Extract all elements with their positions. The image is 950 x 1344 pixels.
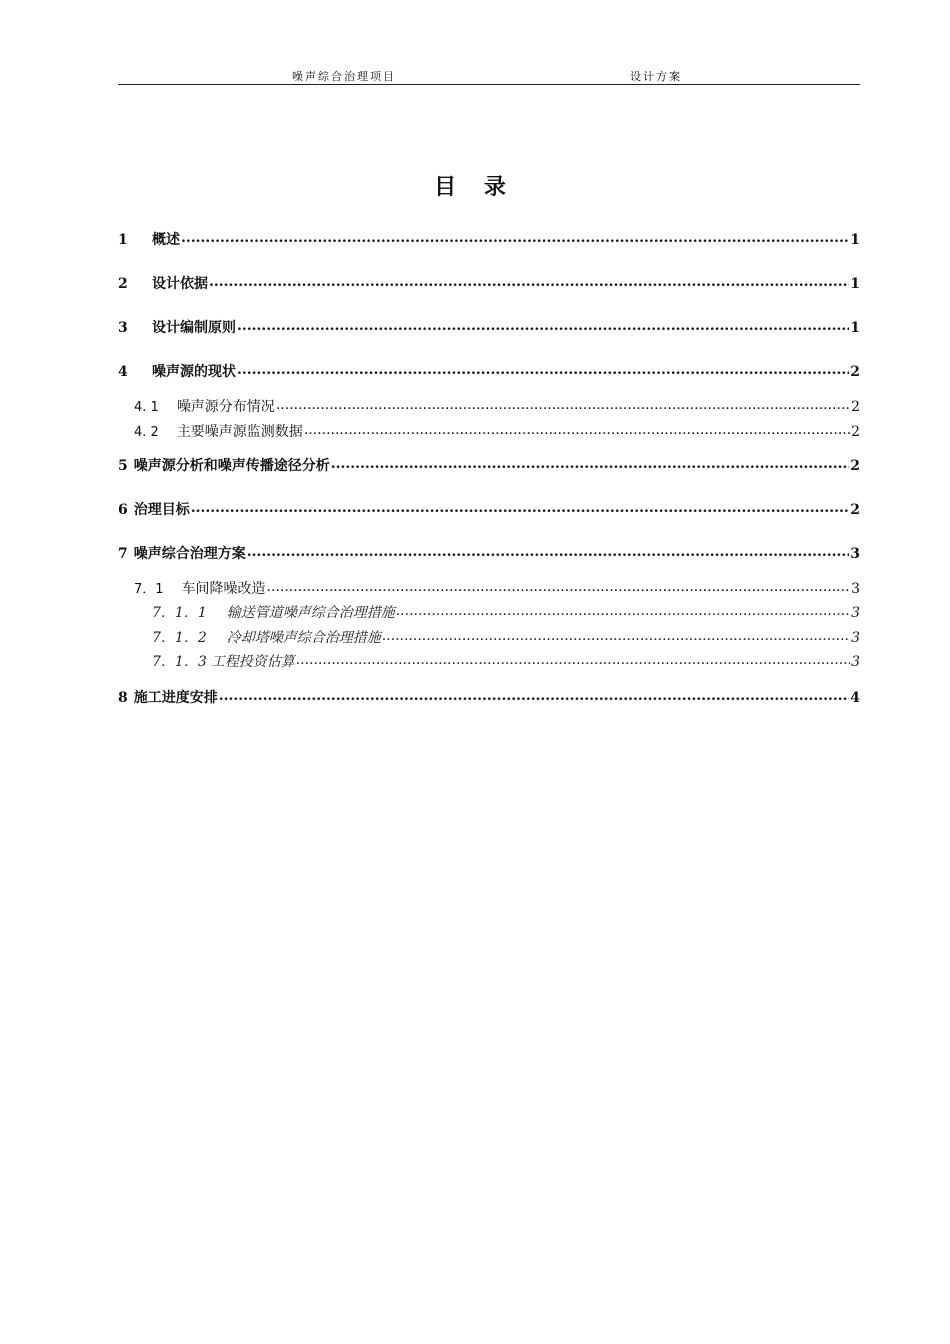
toc-entry-number: 8: [118, 690, 128, 706]
toc-entry[interactable]: [118, 396, 860, 416]
toc-entry-page: 3: [850, 546, 860, 562]
toc-entry[interactable]: [118, 543, 860, 563]
toc-entry-label: 治理目标: [133, 502, 190, 518]
toc-entry-label: 冷却塔噪声综合治理措施: [226, 630, 381, 646]
toc-entry-label: 车间降噪改造: [181, 581, 266, 597]
dot-leader: [237, 318, 849, 332]
header-document-type: 设计方案: [630, 70, 682, 83]
toc-entry-number: 6: [118, 502, 128, 518]
dot-leader: [181, 230, 849, 244]
header-project-name: 噪声综合治理项目: [292, 70, 396, 83]
toc-entry-page: 1: [850, 276, 860, 292]
toc-entry[interactable]: [118, 499, 860, 519]
toc-entry-number: 2: [118, 276, 128, 292]
toc-entry-page: 3: [851, 581, 860, 597]
toc-entry[interactable]: [118, 229, 860, 249]
toc-entry-label: 概述: [152, 232, 180, 248]
dot-leader: [396, 603, 850, 617]
toc-entry-number: 7．1．2: [152, 630, 207, 646]
toc-entry-number: 7．1．1: [152, 605, 207, 621]
toc-entry-label: 主要噪声源监测数据: [176, 424, 303, 440]
toc-entry-label: 设计依据: [152, 276, 208, 292]
toc-entry-label: 施工进度安排: [133, 690, 218, 706]
toc-entry-number: 5: [118, 458, 128, 474]
toc-entry[interactable]: [118, 361, 860, 381]
toc-entry-label: 设计编制原则: [152, 320, 236, 336]
toc-entry[interactable]: [118, 602, 860, 622]
page-header: [118, 64, 860, 85]
toc-entry[interactable]: [118, 578, 860, 598]
toc-entry[interactable]: [118, 317, 860, 337]
toc-entry-number: 7．1．3: [152, 654, 207, 670]
dot-leader: [296, 652, 850, 666]
toc-entry-page: 2: [850, 458, 860, 474]
toc-entry-page: 2: [850, 502, 860, 518]
toc-entry-label: 噪声源的现状: [152, 364, 236, 380]
toc-entry-page: 1: [850, 232, 860, 248]
dot-leader: [191, 500, 850, 514]
toc-entry[interactable]: [118, 687, 860, 707]
toc-entry[interactable]: [118, 421, 860, 441]
toc-entry-page: 2: [850, 364, 860, 380]
dot-leader: [267, 579, 851, 593]
toc-entry-page: 3: [851, 605, 860, 621]
dot-leader: [219, 688, 850, 702]
toc-entry[interactable]: [118, 627, 860, 647]
dot-leader: [382, 628, 850, 642]
dot-leader: [247, 544, 850, 558]
dot-leader: [304, 422, 850, 436]
toc-entry-label: 噪声源分析和噪声传播途径分析: [133, 458, 330, 474]
toc-entry-page: 4: [850, 690, 860, 706]
toc-entry[interactable]: [118, 455, 860, 475]
dot-leader: [276, 397, 850, 411]
toc-entry-number: 4. 2: [134, 425, 159, 440]
toc-entry-number: 1: [118, 232, 128, 248]
dot-leader: [331, 456, 850, 470]
dot-leader: [237, 362, 849, 376]
toc-title: 目 录: [434, 174, 516, 200]
toc-entry-label: 噪声源分布情况: [176, 399, 275, 415]
toc-entry-label: 噪声综合治理方案: [133, 546, 246, 562]
toc-entry-number: 3: [118, 320, 128, 336]
toc-entry-number: 7: [118, 546, 128, 562]
dot-leader: [209, 274, 849, 288]
toc-entry[interactable]: [118, 651, 860, 671]
toc-entry-page: 3: [851, 654, 860, 670]
toc-entry[interactable]: [118, 273, 860, 293]
toc-entry-number: 7．1: [134, 582, 164, 597]
toc-entry-page: 3: [851, 630, 860, 646]
toc-entry-label: 输送管道噪声综合治理措施: [226, 605, 395, 621]
toc-entry-number: 4. 1: [134, 400, 159, 415]
toc-entry-label: 工程投资估算: [210, 654, 295, 670]
toc-entry-number: 4: [118, 364, 128, 380]
toc-entry-page: 1: [850, 320, 860, 336]
toc-entry-page: 2: [851, 399, 860, 415]
toc-entry-page: 2: [851, 424, 860, 440]
